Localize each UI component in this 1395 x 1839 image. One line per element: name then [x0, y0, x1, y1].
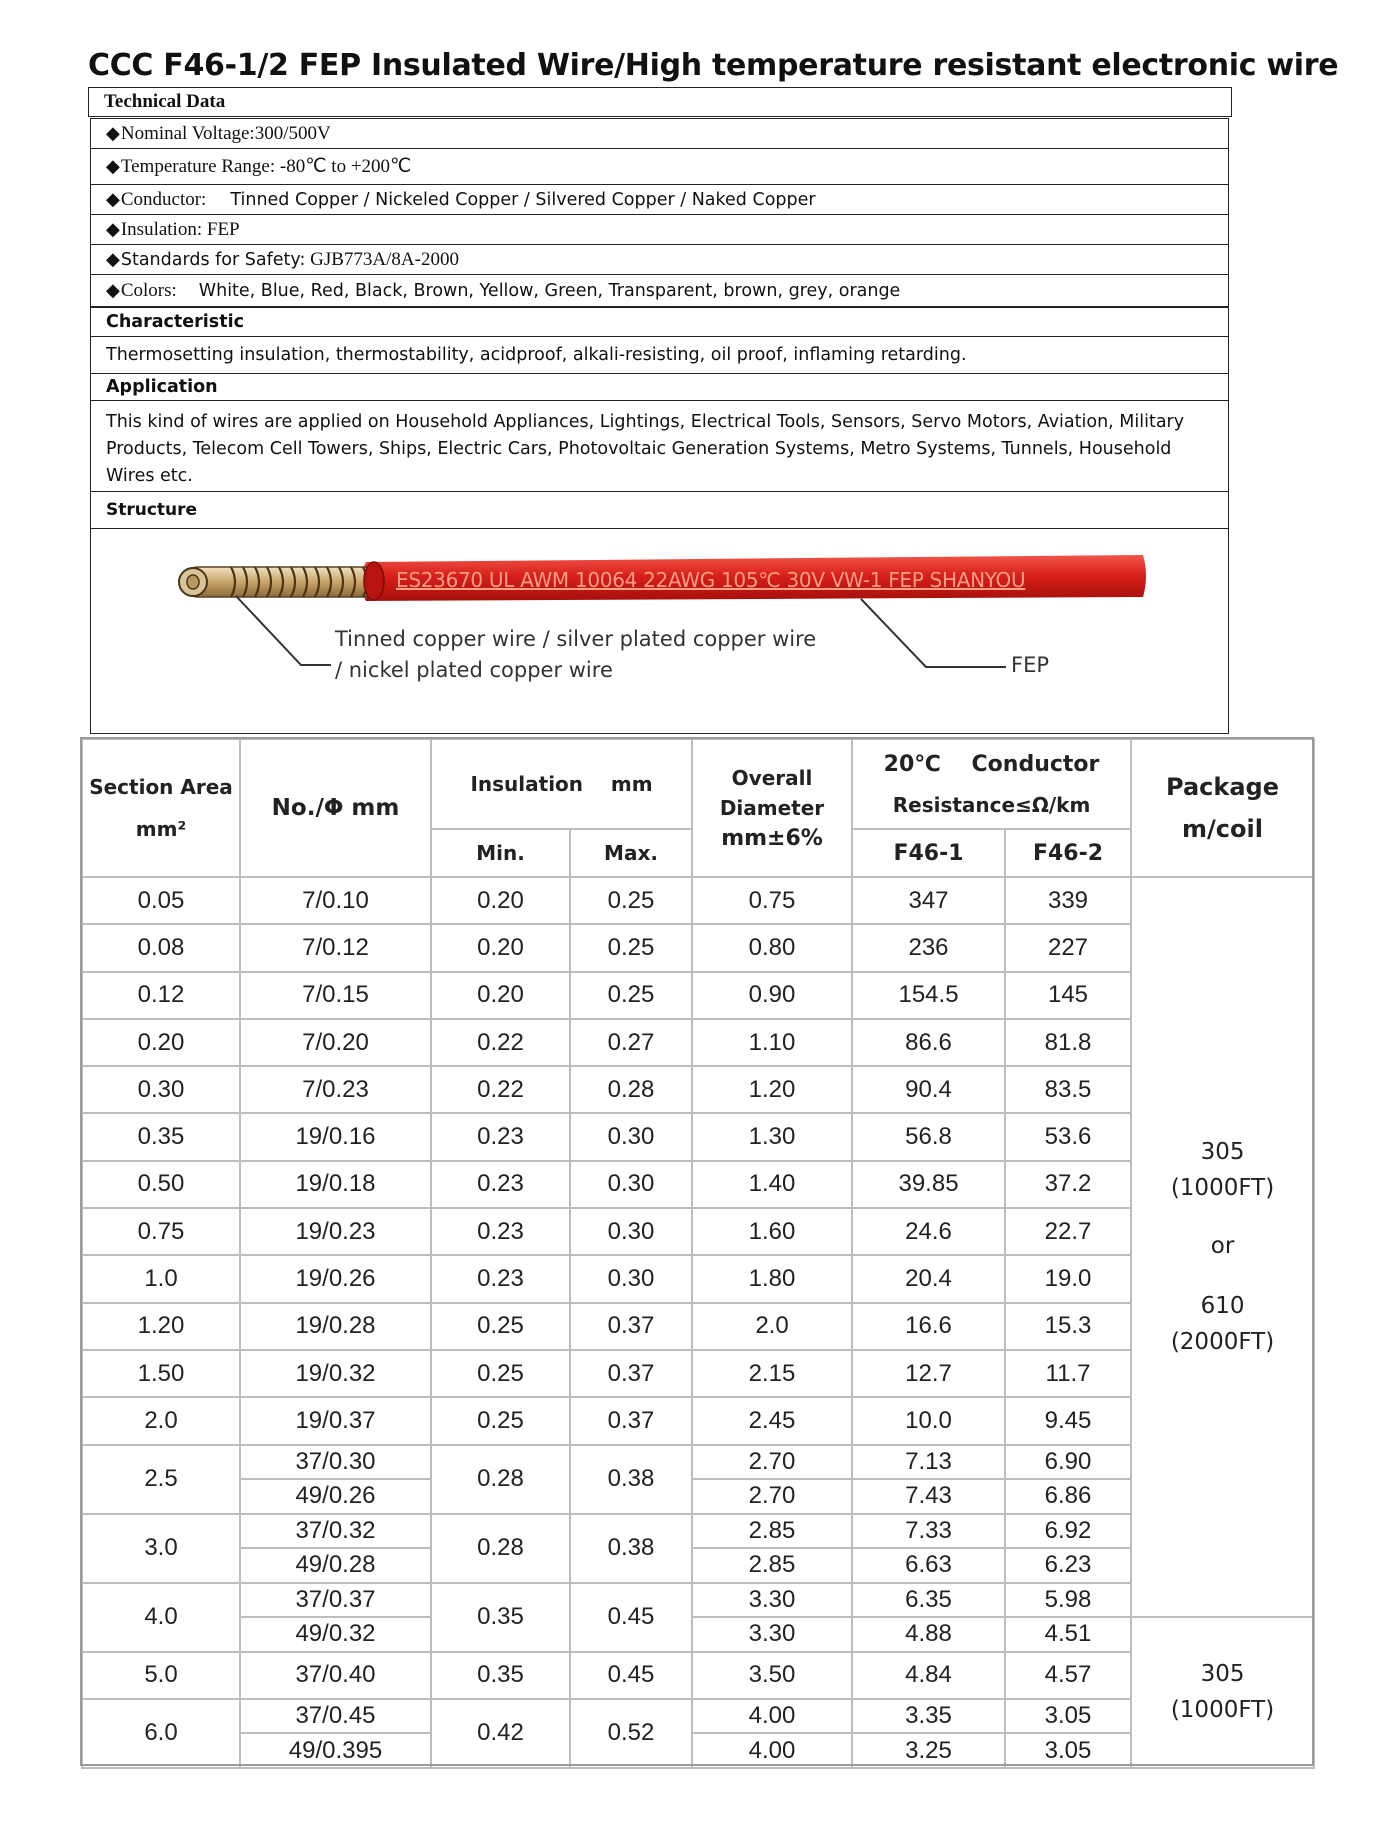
spec-colors: ◆ Colors: White, Blue, Red, Black, Brown, Yellow, Green, Transparent, brown, grey, orange [106, 279, 901, 301]
cell-no-phi: 49/0.395 [240, 1733, 431, 1768]
cell-no-phi: 7/0.20 [240, 1019, 431, 1066]
table-row [82, 1066, 1314, 1113]
cell-no-phi: 19/0.16 [240, 1113, 431, 1160]
package-line: (1000FT) [1170, 1697, 1275, 1724]
cell-insulation-min: 0.25 [431, 1397, 570, 1444]
cell-insulation-min: 0.22 [431, 1019, 570, 1066]
cell-resistance-f46-1: 24.6 [852, 1208, 1005, 1255]
cell-resistance-f46-2: 145 [1005, 972, 1131, 1019]
table-row [82, 1652, 1314, 1699]
cell-insulation-min: 0.23 [431, 1208, 570, 1255]
cell-resistance-f46-1: 6.35 [852, 1583, 1005, 1618]
cell-resistance-f46-2: 53.6 [1005, 1113, 1131, 1160]
cell-overall-diameter: 0.75 [692, 877, 852, 924]
cell-insulation-max: 0.38 [570, 1514, 692, 1583]
table-body [82, 877, 1314, 1768]
cell-no-phi: 7/0.23 [240, 1066, 431, 1113]
cell-resistance-f46-1: 4.84 [852, 1652, 1005, 1699]
application-header: Application [91, 374, 1228, 401]
cell-resistance-f46-2: 15.3 [1005, 1303, 1131, 1350]
cell-insulation-min: 0.35 [431, 1652, 570, 1699]
cell-resistance-f46-1: 20.4 [852, 1255, 1005, 1302]
cell-insulation-max: 0.30 [570, 1208, 692, 1255]
cell-package [1131, 1617, 1314, 1768]
table-row [82, 1303, 1314, 1350]
cell-overall-diameter: 3.30 [692, 1583, 852, 1618]
table-row [82, 1583, 1314, 1618]
col-header-no-phi: No./Φ mm [240, 739, 431, 877]
cell-no-phi: 37/0.37 [240, 1583, 431, 1618]
col-header-resistance: 20℃ Conductor Resistance≤Ω/km [852, 739, 1131, 829]
details-section [90, 307, 1229, 734]
cell-resistance-f46-2: 37.2 [1005, 1161, 1131, 1208]
cell-resistance-f46-2: 5.98 [1005, 1583, 1131, 1618]
diamond-bullet-icon: ◆ [106, 189, 120, 210]
cell-no-phi: 7/0.15 [240, 972, 431, 1019]
cell-resistance-f46-1: 3.25 [852, 1733, 1005, 1768]
table-row [82, 877, 1314, 924]
cell-resistance-f46-1: 39.85 [852, 1161, 1005, 1208]
spec-insulation: ◆ Insulation: FEP [91, 215, 1228, 245]
cell-insulation-max: 0.30 [570, 1161, 692, 1208]
cell-overall-diameter: 2.70 [692, 1479, 852, 1514]
cell-resistance-f46-2: 227 [1005, 924, 1131, 971]
table-row [82, 972, 1314, 1019]
cell-insulation-min: 0.20 [431, 924, 570, 971]
cell-resistance-f46-2: 22.7 [1005, 1208, 1131, 1255]
cell-insulation-max: 0.37 [570, 1303, 692, 1350]
package-line: (1000FT) [1170, 1175, 1275, 1202]
cell-resistance-f46-1: 90.4 [852, 1066, 1005, 1113]
spec-temperature-range: ◆ Temperature Range: -80℃ to +200℃ [91, 149, 1228, 185]
cell-section-area: 0.12 [82, 972, 240, 1019]
table-row [82, 1514, 1314, 1549]
col-header-max: Max. [570, 829, 692, 877]
characteristic-header: Characteristic [91, 308, 1228, 337]
technical-data-section [88, 87, 1232, 117]
col-header-f46-1: F46-1 [852, 829, 1005, 877]
cell-no-phi: 37/0.45 [240, 1699, 431, 1734]
col-header-insulation: Insulation mm [431, 739, 692, 829]
cell-no-phi: 7/0.12 [240, 924, 431, 971]
cell-resistance-f46-1: 154.5 [852, 972, 1005, 1019]
cell-no-phi: 19/0.28 [240, 1303, 431, 1350]
diamond-bullet-icon: ◆ [106, 156, 120, 177]
cell-insulation-min: 0.23 [431, 1161, 570, 1208]
cell-insulation-max: 0.27 [570, 1019, 692, 1066]
cell-resistance-f46-1: 7.43 [852, 1479, 1005, 1514]
cell-no-phi: 7/0.10 [240, 877, 431, 924]
table-row [82, 1208, 1314, 1255]
cell-resistance-f46-1: 56.8 [852, 1113, 1005, 1160]
table-row [82, 1161, 1314, 1208]
cell-insulation-max: 0.37 [570, 1397, 692, 1444]
cell-resistance-f46-1: 347 [852, 877, 1005, 924]
cell-resistance-f46-2: 3.05 [1005, 1733, 1131, 1768]
package-line: 610 [1200, 1293, 1245, 1320]
cell-overall-diameter: 3.30 [692, 1617, 852, 1652]
cell-resistance-f46-2: 9.45 [1005, 1397, 1131, 1444]
cell-insulation-min: 0.28 [431, 1445, 570, 1514]
package-line: or [1210, 1233, 1235, 1260]
cell-insulation-min: 0.28 [431, 1514, 570, 1583]
package-line: 305 [1200, 1139, 1245, 1166]
cell-resistance-f46-2: 4.51 [1005, 1617, 1131, 1652]
table-row [82, 924, 1314, 971]
insulation-label: FEP [1011, 653, 1050, 677]
table-row [82, 1699, 1314, 1734]
cell-insulation-max: 0.30 [570, 1113, 692, 1160]
cell-resistance-f46-2: 6.23 [1005, 1548, 1131, 1583]
cell-resistance-f46-2: 11.7 [1005, 1350, 1131, 1397]
cell-insulation-min: 0.22 [431, 1066, 570, 1113]
cell-resistance-f46-2: 81.8 [1005, 1019, 1131, 1066]
cell-insulation-max: 0.45 [570, 1583, 692, 1652]
cell-section-area: 2.0 [82, 1397, 240, 1444]
spec-conductor: ◆ Conductor: Tinned Copper / Nickeled Copper / Silvered Copper / Naked Copper [91, 185, 1228, 215]
cell-insulation-min: 0.25 [431, 1350, 570, 1397]
cell-insulation-min: 0.23 [431, 1113, 570, 1160]
diamond-bullet-icon: ◆ [106, 219, 120, 240]
cell-insulation-min: 0.25 [431, 1303, 570, 1350]
cell-overall-diameter: 0.80 [692, 924, 852, 971]
diamond-bullet-icon: ◆ [106, 249, 120, 270]
cell-section-area: 4.0 [82, 1583, 240, 1652]
col-header-f46-2: F46-2 [1005, 829, 1131, 877]
cell-no-phi: 19/0.37 [240, 1397, 431, 1444]
cell-section-area: 5.0 [82, 1652, 240, 1699]
technical-data-list [90, 118, 1229, 307]
cell-overall-diameter: 4.00 [692, 1699, 852, 1734]
application-body [91, 401, 1228, 492]
cell-resistance-f46-1: 236 [852, 924, 1005, 971]
col-header-min: Min. [431, 829, 570, 877]
cell-insulation-min: 0.20 [431, 877, 570, 924]
cell-insulation-min: 0.42 [431, 1699, 570, 1768]
col-header-package: Package m/coil [1131, 739, 1314, 877]
cell-insulation-max: 0.25 [570, 877, 692, 924]
cell-section-area: 0.08 [82, 924, 240, 971]
package-line: (2000FT) [1170, 1329, 1275, 1356]
cell-resistance-f46-2: 339 [1005, 877, 1131, 924]
cell-no-phi: 19/0.32 [240, 1350, 431, 1397]
cell-section-area: 0.05 [82, 877, 240, 924]
cell-no-phi: 37/0.40 [240, 1652, 431, 1699]
conductor-leader-line [236, 596, 331, 665]
cell-insulation-max: 0.37 [570, 1350, 692, 1397]
table-row [82, 1617, 1314, 1652]
cell-section-area: 1.0 [82, 1255, 240, 1302]
cell-resistance-f46-2: 4.57 [1005, 1652, 1131, 1699]
cell-insulation-max: 0.25 [570, 972, 692, 1019]
cell-overall-diameter: 2.70 [692, 1445, 852, 1480]
cell-section-area: 3.0 [82, 1514, 240, 1583]
col-header-section-area: Section Area mm² [82, 739, 240, 877]
spec-nominal-voltage: ◆ Nominal Voltage: 300/500V [91, 119, 1228, 149]
cell-resistance-f46-2: 3.05 [1005, 1699, 1131, 1734]
cell-section-area: 0.35 [82, 1113, 240, 1160]
cell-insulation-max: 0.38 [570, 1445, 692, 1514]
cell-insulation-max: 0.30 [570, 1255, 692, 1302]
diamond-bullet-icon: ◆ [106, 280, 120, 301]
cell-section-area: 0.30 [82, 1066, 240, 1113]
cell-overall-diameter: 3.50 [692, 1652, 852, 1699]
conductor-label-line-2: / nickel plated copper wire [335, 658, 613, 682]
cell-section-area: 1.50 [82, 1350, 240, 1397]
cell-overall-diameter: 4.00 [692, 1733, 852, 1768]
cell-overall-diameter: 1.30 [692, 1113, 852, 1160]
cell-overall-diameter: 2.15 [692, 1350, 852, 1397]
cell-package [1131, 877, 1314, 1617]
cell-no-phi: 49/0.26 [240, 1479, 431, 1514]
table-row [82, 1733, 1314, 1768]
structure-header: Structure [91, 492, 1228, 529]
cell-section-area: 0.20 [82, 1019, 240, 1066]
cell-overall-diameter: 1.20 [692, 1066, 852, 1113]
cell-no-phi: 19/0.23 [240, 1208, 431, 1255]
specification-table [81, 738, 1315, 1769]
package-line: 305 [1200, 1661, 1245, 1688]
cell-overall-diameter: 1.10 [692, 1019, 852, 1066]
technical-data-header: Technical Data [104, 91, 226, 112]
cell-resistance-f46-1: 12.7 [852, 1350, 1005, 1397]
table-row [82, 1397, 1314, 1444]
cell-no-phi: 49/0.32 [240, 1617, 431, 1652]
cell-overall-diameter: 2.45 [692, 1397, 852, 1444]
cell-section-area: 6.0 [82, 1699, 240, 1768]
cell-insulation-min: 0.23 [431, 1255, 570, 1302]
diamond-bullet-icon: ◆ [106, 123, 120, 144]
table-row [82, 1255, 1314, 1302]
cell-resistance-f46-1: 86.6 [852, 1019, 1005, 1066]
cell-no-phi: 19/0.26 [240, 1255, 431, 1302]
cell-no-phi: 37/0.32 [240, 1514, 431, 1549]
conductor-label-line-1: Tinned copper wire / silver plated copper wire [335, 627, 817, 651]
cell-resistance-f46-2: 83.5 [1005, 1066, 1131, 1113]
cell-overall-diameter: 1.40 [692, 1161, 852, 1208]
cell-insulation-max: 0.25 [570, 924, 692, 971]
cell-insulation-max: 0.52 [570, 1699, 692, 1768]
cell-resistance-f46-2: 6.90 [1005, 1445, 1131, 1480]
table-row [82, 1445, 1314, 1480]
page-title: CCC F46-1/2 FEP Insulated Wire/High temperature resistant electronic wire [88, 48, 1339, 83]
table-row [82, 1350, 1314, 1397]
table-row [82, 1019, 1314, 1066]
characteristic-text: Thermosetting insulation, thermostability, acidproof, alkali-resisting, oil proof, inflaming retarding. [91, 337, 1228, 374]
cell-resistance-f46-2: 6.92 [1005, 1514, 1131, 1549]
table-row [82, 1479, 1314, 1514]
cell-section-area: 0.75 [82, 1208, 240, 1255]
cell-no-phi: 49/0.28 [240, 1548, 431, 1583]
table-row [82, 1113, 1314, 1160]
cell-resistance-f46-1: 7.33 [852, 1514, 1005, 1549]
jacket-print-text: ES23670 UL AWM 10064 22AWG 105℃ 30V VW-1 FEP SHANYOU [396, 568, 1026, 592]
cell-overall-diameter: 2.85 [692, 1548, 852, 1583]
fep-leader-line [861, 599, 1006, 667]
table-row [82, 1548, 1314, 1583]
cell-section-area: 1.20 [82, 1303, 240, 1350]
spec-standards: ◆ Standards for Safety: GJB773A/8A-2000 [91, 245, 1228, 275]
cell-resistance-f46-1: 16.6 [852, 1303, 1005, 1350]
cell-no-phi: 19/0.18 [240, 1161, 431, 1208]
cell-insulation-max: 0.28 [570, 1066, 692, 1113]
cell-resistance-f46-1: 6.63 [852, 1548, 1005, 1583]
cell-section-area: 2.5 [82, 1445, 240, 1514]
application-text: This kind of wires are applied on Household Appliances, Lightings, Electrical Tools, Sensors, Servo Motors, Aviation, Military Products, Telecom Cell Towers, Ships, Electric Cars, Photovoltaic Generation Systems, Metro Systems, Tunnels, Household Wires etc. [106, 412, 1185, 486]
cell-overall-diameter: 1.80 [692, 1255, 852, 1302]
cell-section-area: 0.50 [82, 1161, 240, 1208]
cell-overall-diameter: 2.85 [692, 1514, 852, 1549]
cell-overall-diameter: 0.90 [692, 972, 852, 1019]
cell-resistance-f46-1: 7.13 [852, 1445, 1005, 1480]
col-header-overall-diameter: Overall Diameter mm±6% [692, 739, 852, 877]
structure-diagram [91, 529, 1228, 733]
cell-insulation-min: 0.35 [431, 1583, 570, 1652]
cell-overall-diameter: 1.60 [692, 1208, 852, 1255]
table-header [82, 739, 1314, 877]
cell-resistance-f46-2: 19.0 [1005, 1255, 1131, 1302]
cell-no-phi: 37/0.30 [240, 1445, 431, 1480]
cell-resistance-f46-1: 3.35 [852, 1699, 1005, 1734]
cell-overall-diameter: 2.0 [692, 1303, 852, 1350]
cell-insulation-min: 0.20 [431, 972, 570, 1019]
cell-insulation-max: 0.45 [570, 1652, 692, 1699]
cell-resistance-f46-1: 10.0 [852, 1397, 1005, 1444]
cell-resistance-f46-2: 6.86 [1005, 1479, 1131, 1514]
cell-resistance-f46-1: 4.88 [852, 1617, 1005, 1652]
